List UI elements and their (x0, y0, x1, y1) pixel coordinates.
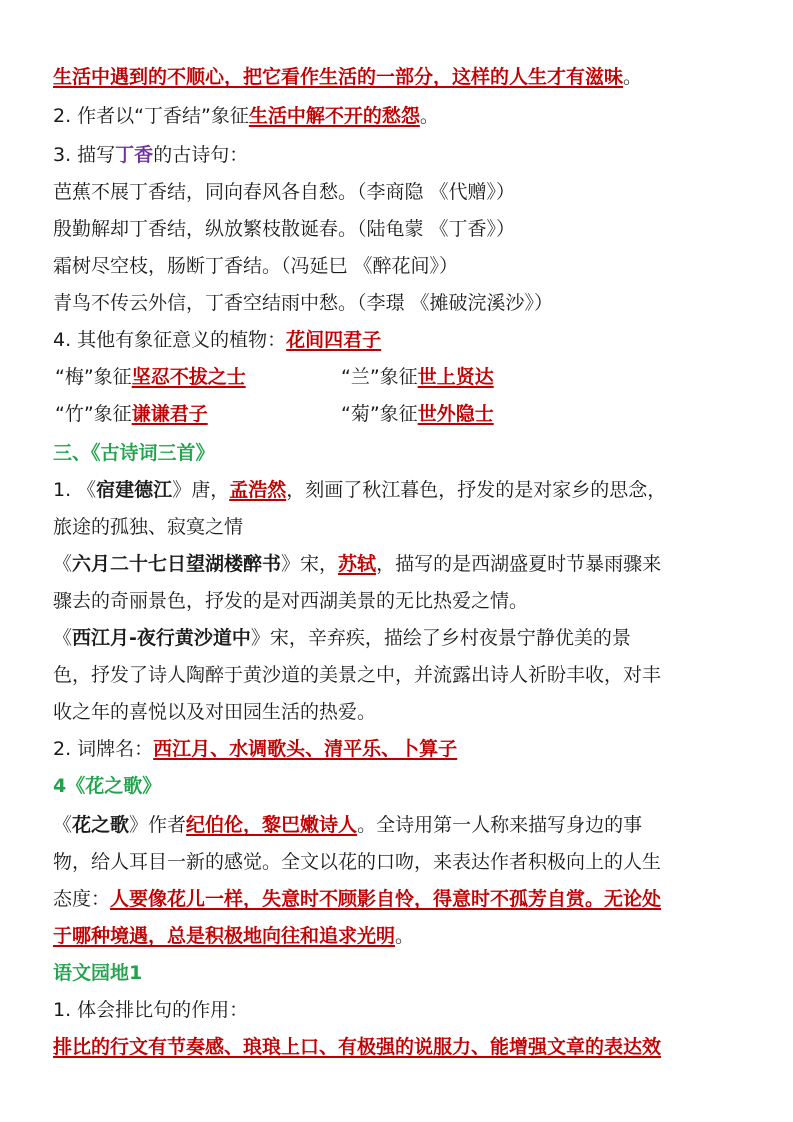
line-poem-2-cont: 骤去的奇丽景色，抒发的是对西湖美景的无比热爱之情。 (53, 590, 529, 612)
line-poem-1-intro: 1. 《宿建德江》唐，孟浩然，刻画了秋江暮色，抒发的是对家乡的思念， (53, 479, 667, 501)
bamboo-symbol: “竹”象征谦谦君子 (55, 403, 208, 425)
line-poem-1-cont: 旅途的孤独、寂寞之情 (53, 516, 244, 538)
line-plum-orchid (55, 364, 753, 390)
line-life-attitude: 生活中遇到的不顺心，把它看作生活的一部分，这样的人生才有滋味。 (53, 66, 643, 88)
line-lilac-symbol: 2. 作者以“丁香结”象征生活中解不开的愁怨。 (53, 105, 439, 127)
line-bamboo-chrysanthemum (55, 401, 753, 427)
line-four-gentlemen: 4. 其他有象征意义的植物：花间四君子 (53, 329, 382, 351)
section-heading-flower-song: 4《花之歌》 (53, 775, 162, 797)
line-lilac-poems-heading: 3. 描写丁香的古诗句： (53, 144, 249, 166)
line-parallelism-heading: 1. 体会排比句的作用： (53, 999, 249, 1021)
poem-line-3: 霜树尽空枝，肠断丁香结。（冯延巳 《醉花间》） (53, 255, 459, 277)
line-flower-song-3: 态度：人要像花儿一样，失意时不顾影自怜，得意时不孤芳自赏。无论处 (53, 888, 662, 910)
poem-line-1: 芭蕉不展丁香结，同向春风各自愁。（李商隐 《代赠》） (53, 181, 516, 203)
line-poem-3-intro: 《西江月-夜行黄沙道中》宋，辛弃疾，描绘了乡村夜景宁静优美的景 (53, 627, 631, 649)
chrysanthemum-symbol: “菊”象征世外隐士 (341, 403, 494, 425)
orchid-symbol: “兰”象征世上贤达 (341, 366, 494, 388)
poem-line-2: 殷勤解却丁香结，纵放繁枝散诞春。（陆龟蒙 《丁香》） (53, 218, 516, 240)
line-flower-song-4: 于哪种境遇，总是积极地向往和追求光明。 (53, 925, 415, 947)
line-poem-3-cont-1: 色，抒发了诗人陶醉于黄沙道的美景之中，并流露出诗人祈盼丰收，对丰 (53, 664, 662, 686)
line-ci-pai-names: 2. 词牌名：西江月、水调歌头、清平乐、卜算子 (53, 738, 458, 760)
line-poem-2-intro: 《六月二十七日望湖楼醉书》宋，苏轼，描写的是西湖盛夏时节暴雨骤来 (53, 553, 662, 575)
section-heading-three-poems: 三、《古诗词三首》 (53, 442, 215, 464)
line-flower-song-2: 物，给人耳目一新的感觉。全文以花的口吻，来表达作者积极向上的人生 (53, 851, 662, 873)
line-poem-3-cont-2: 收之年的喜悦以及对田园生活的热爱。 (53, 701, 377, 723)
line-flower-song-1: 《花之歌》作者纪伯伦，黎巴嫩诗人。全诗用第一人称来描写身边的事 (53, 814, 643, 836)
line-parallelism-effect: 排比的行文有节奏感、琅琅上口、有极强的说服力、能增强文章的表达效 (53, 1036, 662, 1058)
plum-symbol: “梅”象征坚忍不拔之士 (55, 366, 246, 388)
poem-line-4: 青鸟不传云外信，丁香空结雨中愁。（李璟 《摊破浣溪沙》） (53, 292, 554, 314)
section-heading-language-garden: 语文园地1 (53, 962, 143, 984)
